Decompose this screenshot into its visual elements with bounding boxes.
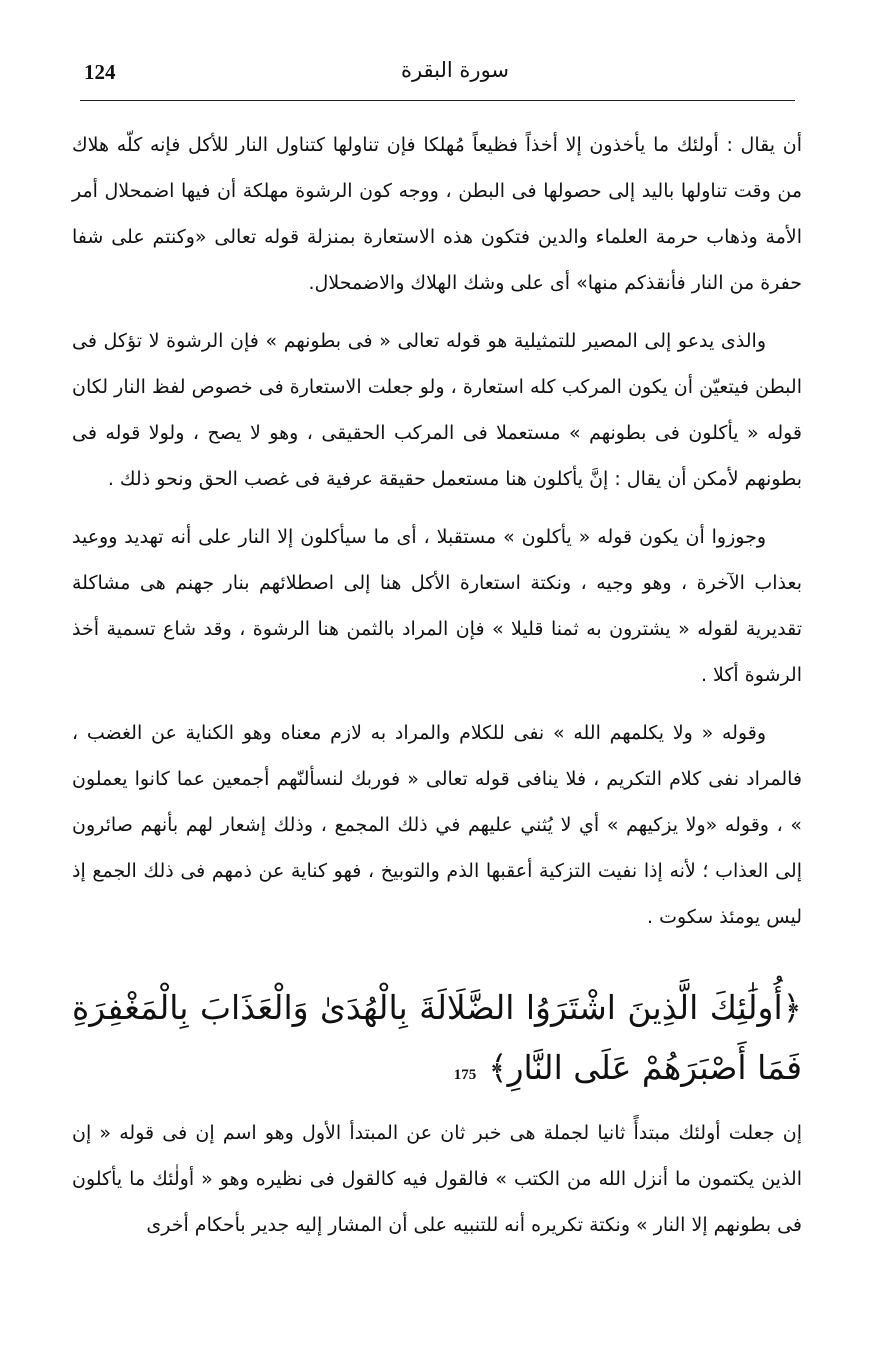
header-divider bbox=[80, 100, 795, 101]
running-title: سورة البقرة bbox=[400, 58, 510, 82]
commentary-body bbox=[72, 122, 802, 952]
verse-text: ﴿أُولَٰئِكَ الَّذِينَ اشْتَرَوُا الضَّلَالَةَ بِالْهُدَىٰ وَالْعَذَابَ بِالْمَغْفِرَةِ فَمَا أَصْبَرَهُمْ عَلَى النَّارِ﴾ bbox=[72, 988, 802, 1087]
verse-number: 175 bbox=[453, 1067, 477, 1083]
verse-commentary bbox=[72, 1110, 802, 1260]
paragraph-1: أن يقال : أولئك ما يأخذون إلا أخذاً فظيعاً مُهلكا فإن تناولها كتناول النار للأكل فإنه كلّه هلاك من وقت تناولها باليد إلى حصولها فى البطن ، ووجه كون الرشوة مهلكة أن فيها اضمحلال أمر الأمة وذهاب حرمة العلماء والدين فتكون هذه الاستعارة بمنزلة قوله تعالى «وكنتم على شفا حفرة من النار فأنقذكم منها» أى على وشك الهلاك والاضمحلال. bbox=[72, 134, 802, 294]
page-number: 124 bbox=[84, 60, 116, 84]
paragraph-2: والذى يدعو إلى المصير للتمثيلية هو قوله تعالى « فى بطونهم » فإن الرشوة لا تؤكل فى البطن فيتعيّن أن يكون المركب كله استعارة ، ولو جعلت الاستعارة فى خصوص لفظ النار لكان قوله « يأكلون فى بطونهم » مستعملا فى المركب الحقيقى ، وهو لا يصح ، ولولا قوله فى بطونهم لأمكن أن يقال : إنَّ يأكلون هنا مستعمل حقيقة عرفية فى غصب الحق ونحو ذلك . bbox=[72, 330, 802, 490]
quran-verse bbox=[72, 978, 802, 1105]
paragraph-3: وجوزوا أن يكون قوله « يأكلون » مستقبلا ، أى ما سيأكلون إلا النار على أنه تهديد ووعيد بعذاب الآخرة ، وهو وجيه ، ونكتة استعارة الأكل هنا إلى اصطلائهم بنار جهنم هى مشاكلة تقديرية لقوله « يشترون به ثمنا قليلا » فإن المراد بالثمن هنا الرشوة ، وقد شاع تسمية أخذ الرشوة أكلا . bbox=[72, 526, 802, 686]
paragraph-4: وقوله « ولا يكلمهم الله » نفى للكلام والمراد به لازم معناه وهو الكناية عن الغضب ، فالمراد نفى كلام التكريم ، فلا ينافى قوله تعالى « فوربك لنسألنّهم أجمعين عما كانوا يعملون » ، وقوله «ولا يزكيهم » أي لا يُثني عليهم في ذلك المجمع ، وذلك إشعار لهم بأنهم صائرون إلى العذاب ؛ لأنه إذا نفيت التزكية أعقبها الذم والتوبيخ ، فهو كناية عن ذمهم فى ذلك الجمع إذ ليس يومئذ سكوت . bbox=[72, 722, 802, 928]
paragraph-5: إن جعلت أولئك مبتدأً ثانيا لجملة هى خبر ثان عن المبتدأ الأول وهو اسم إن فى قوله « إن الذين يكتمون ما أنزل الله من الكتب » فالقول فيه كالقول فى نظيره وهو « أولٰئك ما يأكلون فى بطونهم إلا النار » ونكتة تكريره أنه للتنبيه على أن المشار إليه جدير بأحكام أخرى bbox=[72, 1122, 802, 1236]
page-header bbox=[80, 56, 795, 102]
